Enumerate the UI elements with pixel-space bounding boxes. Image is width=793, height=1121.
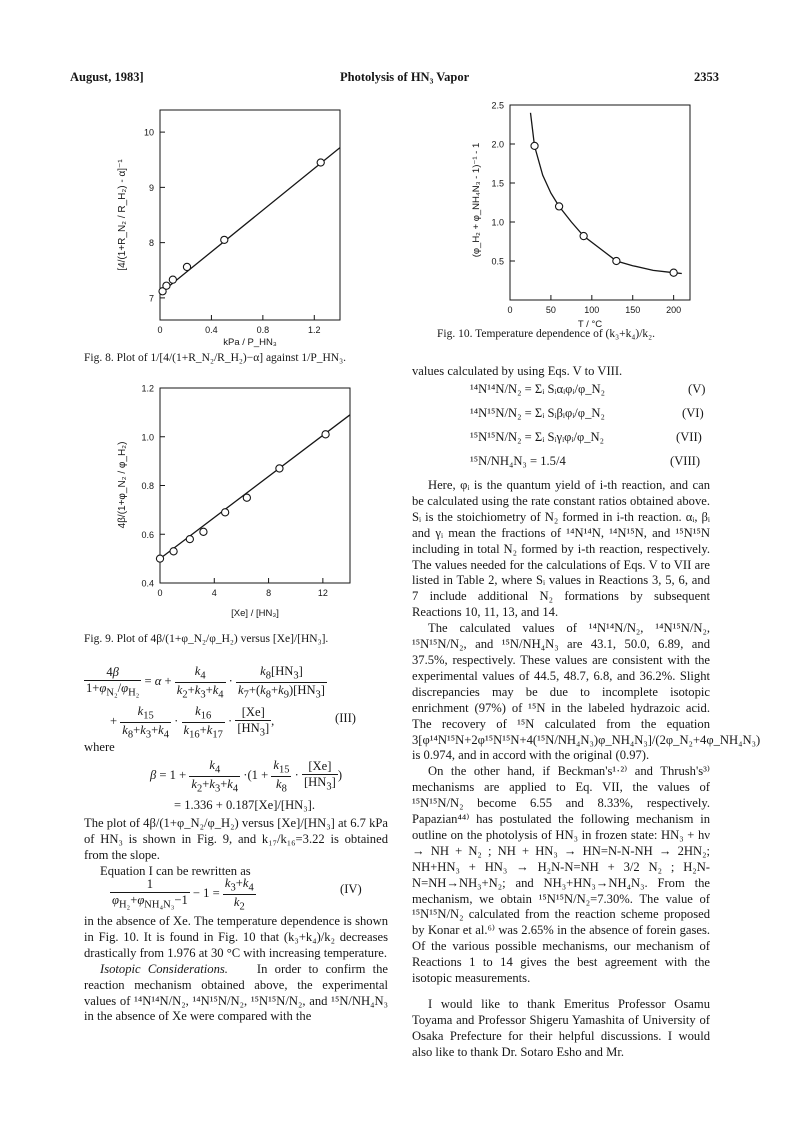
left-column-text-1 [84,816,388,880]
figure-10 [465,95,695,330]
fig8-caption: Fig. 8. Plot of 1/[4/(1+R_N₂/R_H₂)−α] against 1/P_HN₃. [84,352,346,364]
equation-III-number: (III) [335,711,356,725]
data-point [317,159,324,166]
data-point [200,528,207,535]
equation-VIII: ¹⁵N/NH₄N₃ = 1.5/4 [470,454,566,468]
data-point [222,509,229,516]
paragraph-isotopic [84,962,388,1026]
x-tick-label: 12 [317,588,328,598]
y-tick-label: 0.4 [141,578,154,589]
data-point [183,263,190,270]
fig9-frame [160,388,350,583]
isotopic-text: In order to confirm the reaction mechanism obtained above, the experimental values of ¹⁴N¹⁴N/N₂, ¹⁴N¹⁵N/N₂, ¹⁵N¹⁵N/N₂, and ¹⁵N/NH₄N₃ in the absence of Xe were compared with the [84,961,389,1024]
equation-IV-number: (IV) [340,882,362,896]
data-point [276,465,283,472]
data-point [555,203,562,210]
equation-III-line1: $\frac{4\beta}{1+\varphi_{N_2}/\varphi_{H_2}}$ = α + $\frac{k_4}{k_2+k_3+k_4}$ · $\frac{k_8[HN_3]}{k_7+(k_8+k_9)[HN_3]}$ [86,664,325,701]
x-tick-label: 0 [157,588,163,598]
paragraph-calculated-values: The calculated values of ¹⁴N¹⁴N/N₂, ¹⁴N¹⁵N/N₂, ¹⁵N¹⁵N/N₂, and ¹⁵N/NH₄N₃ are 43.1, 50.0, 6.89, and 37.5%, respectively. These values are consistent with the experimental values of 44.5, 48.7, 6.8, and 36.2%. Slight discrepancies may be due to incomplete isotopic enrichment (97%) of ¹⁵N in the labeled hydrazoic acid. The recovery of ¹⁵N calculated from the equation 3[φ¹⁴N¹⁵N+2φ¹⁵N¹⁵N+4(¹⁵N/NH₄N₃)φ_NH₄N₃]/(2φ_N₂+4φ_NH₄N₃) is 0.974, and in accord with the original (0.97). [412,621,761,763]
y-tick-label: 10 [143,127,154,138]
paragraph-fig9-discussion: The plot of 4β/(1+φ_N₂/φ_H₂) versus [Xe]/[HN₃] at 6.7 kPa of HN₃ is shown in Fig. 9, and k₁₇/k₁₆=3.22 is obtained from the slope. [84,816,388,862]
fig10-ylabel: (φ_H₂ + φ_NH₄N₃ - 1)⁻¹ - 1 [471,142,482,258]
left-column-text-2 [84,914,388,1025]
paragraph-rewrite: Equation I can be rewritten as [100,863,251,878]
fig10-xlabel: T / °C [577,319,603,330]
y-tick-label: 8 [148,238,154,249]
data-point [322,431,329,438]
fit-line [160,148,340,294]
x-tick-label: 0.4 [205,325,218,335]
data-point [170,548,177,555]
fig9-caption: Fig. 9. Plot of 4β/(1+φ_N₂/φ_H₂) versus [Xe]/[HN₃]. [84,633,329,645]
fig9-ylabel: 4β/(1+φ_N₂ / φ_H₂) [117,441,128,529]
data-point [243,494,250,501]
y-tick-label: 9 [148,182,154,193]
fig10-frame [510,105,690,300]
data-point [163,282,170,289]
data-point [169,276,176,283]
where-label: where [84,740,115,754]
paragraph-acknowledgement: I would like to thank Emeritus Professor Osamu Toyama and Professor Shigeru Yamashita of University of Osaka Prefecture for their helpful discussions. I would also like to thank Dr. Sotaro Esho and Mr. [412,997,710,1059]
data-point [531,142,538,149]
y-tick-label: 7 [148,293,154,304]
paragraph-mechanisms: On the other hand, if Beckman's¹·²⁾ and Thrush's³⁾ mechanisms are applied to Eq. VII, the values of ¹⁵N¹⁵N/N₂ become 6.55 and 8.33%, respectively. Papazian⁴⁴⁾ has postulated the following mechanism in outline on the photolysis of HN₃ in frozen state: HN₃ + hν → NH + N₂ ; NH + HN₃ → HN=N-N-NH → 2HN₂; NH+HN₃ + HN₃ → H₂N-N=NH + 3/2 N₂ ; H₂N-N=NH→NH₃+N₂; and NH₃+HN₃→NH₄N₃. From the mechanism, we obtain ¹⁵N¹⁵N/N₂=7.30%. The value of ¹⁵N¹⁵N/N₂ calculated from the reaction scheme proposed by Konar et al.⁶⁾ was 2.65% in the absence of forein gases. Of the various possible mechanisms, our mechanism of Reactions 1 to 14 gives the best agreement with the isotopic measurements. [412,764,710,986]
y-tick-label: 1.5 [491,178,504,189]
x-tick-label: 50 [545,305,556,315]
right-column-text [412,478,761,1061]
y-tick-label: 0.6 [141,529,154,540]
data-point [186,536,193,543]
equation-IV: $\frac{1}{\varphi_{H_2}+\varphi_{NH_4N_3}-1}$ − 1 = $\frac{k_3+k_4}{k_2}$ [112,876,254,913]
data-point [670,269,677,276]
equation-V: ¹⁴N¹⁴N/N₂ = Σᵢ Sᵢαᵢφᵢ/φ_N₂ [470,382,606,396]
x-tick-label: 0.8 [256,325,270,335]
equation-V-number: (V) [688,382,706,396]
equation-VI: ¹⁴N¹⁵N/N₂ = Σᵢ Sᵢβᵢφᵢ/φ_N₂ [470,406,605,420]
y-tick-label: 1.0 [141,432,154,443]
y-tick-label: 1.0 [491,217,504,228]
fig9-xlabel: [Xe] / [HN₃] [231,608,279,619]
beta-result: = 1.336 + 0.187[Xe]/[HN₃]. [174,798,316,812]
x-tick-label: 200 [666,305,682,315]
figure-9 [110,380,360,630]
y-tick-label: 2.5 [491,100,504,111]
data-point [156,555,163,562]
running-head-date: August, 1983] [70,70,144,84]
y-tick-label: 2.0 [491,139,504,150]
x-tick-label: 0 [157,325,163,335]
x-tick-label: 1.2 [308,325,321,335]
paragraph-quantum-yield: Here, φᵢ is the quantum yield of i-th reaction, and can be calculated using the rate constant ratios obtained above. Sᵢ is the stoichiometry of N₂ formed in i-th reaction. αᵢ, βᵢ and γᵢ mean the fractions of ¹⁴N¹⁴N, ¹⁴N¹⁵N, and ¹⁵N¹⁵N including in total N₂ formed by i-th reaction, respectively. The values needed for the calculations of Eqs. V to VII are listed in Table 2, where Sᵢ values in Reactions 3, 5, 6, and 7 include additional N₂ formations by subsequent Reactions 10, 11, 13, and 14. [412,478,710,620]
fig8-ylabel: [4/(1+R_N₂ / R_H₂) - α]⁻¹ [117,159,128,271]
y-tick-label: 0.8 [141,481,154,491]
x-tick-label: 4 [211,588,217,598]
equation-beta: β = 1 + $\frac{k_4}{k_2+k_3+k_4}$ ·(1 + $\frac{k_{15}}{k_8}$ · $\frac{[Xe]}{[HN_3]}$ ) [150,758,343,795]
figure-8 [110,100,360,360]
fig8-frame [160,110,340,320]
right-text-intro: values calculated by using Eqs. V to VIII. [412,364,623,378]
isotopic-heading: Isotopic Considerations. [100,961,228,976]
paragraph-temperature: in the absence of Xe. The temperature dependence is shown in Fig. 10. It is found in Fig. 10 that (k₃+k₄)/k₂ decreases drastically from 1.976 at 30 °C with increasing temperature. [84,914,388,960]
x-tick-label: 150 [625,305,641,315]
page-number: 2353 [694,70,719,84]
running-head-title: Photolysis of HN₃ Vapor [340,70,470,84]
fig10-caption: Fig. 10. Temperature dependence of (k₃+k₄)/k₂. [437,328,656,340]
fig8-xlabel: kPa / P_HN₃ [223,337,277,348]
y-tick-label: 0.5 [491,256,504,267]
data-point [613,257,620,264]
equation-VII-number: (VII) [676,430,702,444]
equation-III-line2: + $\frac{k_{15}}{k_8+k_3+k_4}$ · $\frac{k_{16}}{k_{16}+k_{17}}$ · $\frac{[Xe]}{[HN_3]}$ , [110,704,275,741]
y-tick-label: 1.2 [141,383,154,394]
equation-VIII-number: (VIII) [670,454,701,468]
equation-VII: ¹⁵N¹⁵N/N₂ = Σᵢ Sᵢγᵢφᵢ/φ_N₂ [470,430,605,444]
x-tick-label: 8 [266,588,272,598]
data-point [221,236,228,243]
data-point [580,232,587,239]
fit-line [531,113,682,274]
x-tick-label: 0 [507,305,513,315]
x-tick-label: 100 [584,305,600,315]
equation-VI-number: (VI) [682,406,704,420]
